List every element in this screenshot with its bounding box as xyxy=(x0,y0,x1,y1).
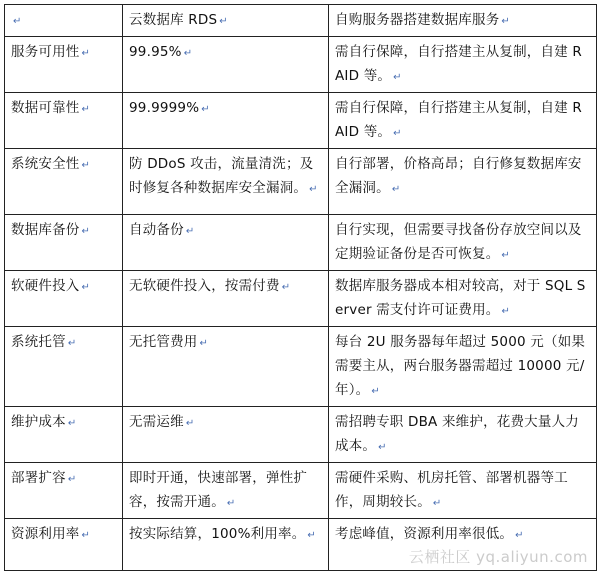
feature-cell xyxy=(5,271,123,327)
header-cell-rds: 云数据库 RDS ↵ xyxy=(123,5,329,37)
rds-cell xyxy=(123,149,329,215)
feature-cell-text: 资源利用率 xyxy=(11,526,80,542)
paragraph-mark-icon: ↵ xyxy=(219,16,228,27)
table-row xyxy=(5,327,597,407)
paragraph-mark-icon: ↵ xyxy=(67,338,77,349)
rds-cell xyxy=(123,407,329,463)
feature-cell xyxy=(5,215,123,271)
rds-cell-text: 自动备份 xyxy=(129,222,184,238)
table-row xyxy=(5,93,597,149)
rds-cell xyxy=(123,463,329,519)
paragraph-mark-icon: ↵ xyxy=(81,104,91,115)
paragraph-mark-icon: ↵ xyxy=(13,16,22,27)
rds-cell-text: 99.95% xyxy=(129,44,182,60)
paragraph-mark-icon: ↵ xyxy=(199,338,209,349)
rds-cell xyxy=(123,93,329,149)
feature-cell-text: 部署扩容 xyxy=(11,470,66,486)
rds-cell-text: 99.9999% xyxy=(129,100,200,116)
rds-cell xyxy=(123,519,329,571)
self-hosted-cell-text: 需招聘专职 DBA 来维护，花费大量人力成本。 xyxy=(335,414,579,454)
paragraph-mark-icon: ↵ xyxy=(432,498,442,509)
self-hosted-cell-text: 需自行保障，自行搭建主从复制，自建 RAID 等。 xyxy=(335,100,582,140)
header-row xyxy=(5,5,597,37)
self-hosted-cell-text: 数据库服务器成本相对较高，对于 SQL Server 需支付许可证费用。 xyxy=(335,278,586,318)
feature-cell-text: 系统托管 xyxy=(11,334,66,350)
table-row xyxy=(5,463,597,519)
self-hosted-cell-text: 需硬件采购、机房托管、部署机器等工作，周期较长。 xyxy=(335,470,568,510)
paragraph-mark-icon: ↵ xyxy=(81,530,91,541)
paragraph-mark-icon: ↵ xyxy=(391,184,401,195)
paragraph-mark-icon: ↵ xyxy=(515,530,524,541)
feature-cell xyxy=(5,149,123,215)
comparison-table xyxy=(4,4,597,571)
self-hosted-cell-text: 自行实现，但需要寻找备份存放空间以及定期验证备份是否可恢复。 xyxy=(335,222,582,262)
feature-cell xyxy=(5,519,123,571)
table-row xyxy=(5,215,597,271)
paragraph-mark-icon: ↵ xyxy=(226,498,236,509)
paragraph-mark-icon: ↵ xyxy=(67,474,77,485)
rds-cell-text: 无软硬件投入，按需付费 xyxy=(129,278,280,294)
paragraph-mark-icon: ↵ xyxy=(371,386,380,397)
self-hosted-cell xyxy=(329,327,597,407)
paragraph-mark-icon: ↵ xyxy=(307,530,316,541)
rds-cell xyxy=(123,215,329,271)
feature-cell-text: 系统安全性 xyxy=(11,156,80,172)
paragraph-mark-icon: ↵ xyxy=(501,250,510,261)
self-hosted-cell xyxy=(329,463,597,519)
self-hosted-cell xyxy=(329,407,597,463)
paragraph-mark-icon: ↵ xyxy=(393,72,402,83)
paragraph-mark-icon: ↵ xyxy=(81,282,91,293)
paragraph-mark-icon: ↵ xyxy=(67,418,77,429)
paragraph-mark-icon: ↵ xyxy=(185,226,195,237)
self-hosted-cell-text: 每台 2U 服务器每年超过 5000 元（如果需要主从，两台服务器需超过 10000 元/年）。 xyxy=(335,334,586,398)
feature-cell-text: 服务可用性 xyxy=(11,44,80,60)
rds-cell-text: 按实际结算，100%利用率。 xyxy=(129,526,306,542)
header-cell-self-hosted: 自购服务器搭建数据库服务 ↵ xyxy=(329,5,597,37)
feature-cell-text: 维护成本 xyxy=(11,414,66,430)
table-row xyxy=(5,37,597,93)
paragraph-mark-icon: ↵ xyxy=(81,48,91,59)
feature-cell-text: 数据库备份 xyxy=(11,222,80,238)
table-row xyxy=(5,407,597,463)
self-hosted-cell-text: 考虑峰值，资源利用率很低。 xyxy=(335,526,514,542)
self-hosted-cell xyxy=(329,93,597,149)
rds-cell xyxy=(123,37,329,93)
paragraph-mark-icon: ↵ xyxy=(183,48,193,59)
header-cell-empty xyxy=(5,5,123,37)
paragraph-mark-icon: ↵ xyxy=(81,226,91,237)
watermark: 云栖社区 yq.aliyun.com xyxy=(408,548,588,566)
feature-cell xyxy=(5,93,123,149)
self-hosted-cell xyxy=(329,37,597,93)
rds-cell-text: 无托管费用 xyxy=(129,334,198,350)
self-hosted-cell-text: 自行部署，价格高昂；自行修复数据库安全漏洞。 xyxy=(335,156,582,196)
paragraph-mark-icon: ↵ xyxy=(378,442,387,453)
feature-cell-text: 数据可靠性 xyxy=(11,100,80,116)
self-hosted-cell-text: 需自行保障，自行搭建主从复制，自建 RAID 等。 xyxy=(335,44,582,84)
rds-cell-text: 无需运维 xyxy=(129,414,184,430)
paragraph-mark-icon: ↵ xyxy=(201,104,210,115)
document-page xyxy=(4,4,596,571)
self-hosted-cell xyxy=(329,215,597,271)
rds-cell-text: 防 DDoS 攻击，流量清洗；及时修复各种数据库安全漏洞。 xyxy=(129,156,314,196)
table-row xyxy=(5,149,597,215)
table-row xyxy=(5,271,597,327)
paragraph-mark-icon: ↵ xyxy=(185,418,195,429)
rds-cell-text: 即时开通，快速部署，弹性扩容，按需开通。 xyxy=(129,470,308,510)
paragraph-mark-icon: ↵ xyxy=(309,184,318,195)
rds-cell xyxy=(123,271,329,327)
self-hosted-cell xyxy=(329,271,597,327)
paragraph-mark-icon: ↵ xyxy=(501,16,510,27)
feature-cell xyxy=(5,463,123,519)
paragraph-mark-icon: ↵ xyxy=(393,128,402,139)
paragraph-mark-icon: ↵ xyxy=(501,306,511,317)
paragraph-mark-icon: ↵ xyxy=(81,160,91,171)
feature-cell-text: 软硬件投入 xyxy=(11,278,80,294)
rds-cell xyxy=(123,327,329,407)
self-hosted-cell xyxy=(329,149,597,215)
feature-cell xyxy=(5,407,123,463)
paragraph-mark-icon: ↵ xyxy=(281,282,291,293)
feature-cell xyxy=(5,37,123,93)
feature-cell xyxy=(5,327,123,407)
